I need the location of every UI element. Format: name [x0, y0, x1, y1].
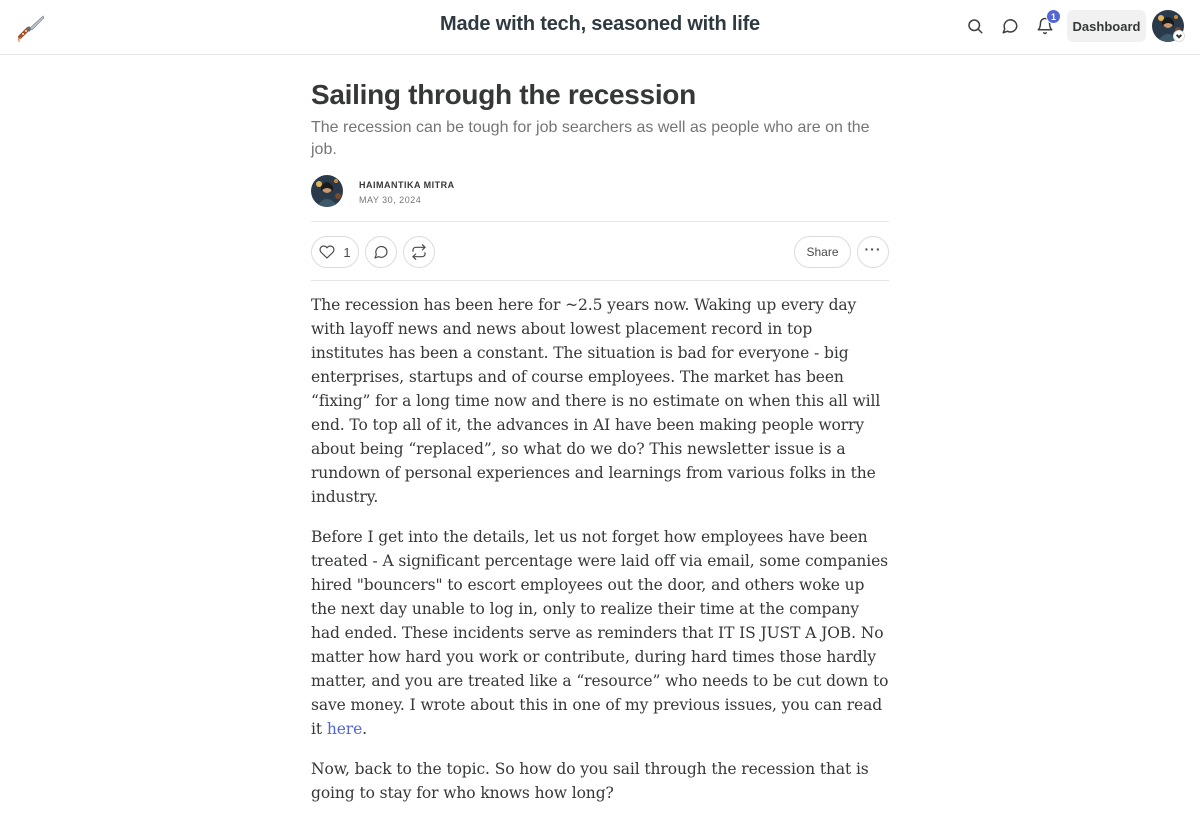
- top-bar: [0, 0, 1200, 55]
- post-actions-bar: [311, 221, 889, 281]
- chat-bubble-icon[interactable]: [999, 15, 1021, 37]
- paragraph-2-text: Before I get into the details, let us not forget how employees have been treated - A significant percentage were laid off via email, some companies hired "bouncers" to escort employees out the door, and others woke up the next day unable to log in, only to realize their time at the company had ended. These incidents serve as reminders that IT IS JUST A JOB. No matter how hard you work or contribute, during hard times those hardly matter, and you are treated like a “resource” who needs to be cut down to save money. I wrote about this in one of my previous issues, you can read it: [311, 528, 889, 738]
- search-icon[interactable]: [964, 15, 986, 37]
- share-button[interactable]: Share: [794, 236, 851, 268]
- chevron-down-icon[interactable]: [1173, 30, 1185, 42]
- more-options-button[interactable]: [857, 236, 889, 268]
- here-link[interactable]: here: [326, 720, 363, 738]
- like-button[interactable]: [311, 236, 359, 268]
- publication-title[interactable]: Made with tech, seasoned with life: [440, 13, 760, 35]
- paragraph-3: Now, back to the topic. So how do you sail through the recession that is going to stay for who knows how long?: [311, 760, 869, 802]
- restack-button[interactable]: [403, 236, 435, 268]
- post-subtitle: The recession can be tough for job searchers as well as people who are on the job.: [311, 119, 870, 158]
- ellipsis-icon: ···: [864, 241, 882, 257]
- author-avatar[interactable]: [311, 175, 343, 207]
- comment-icon: [373, 244, 389, 260]
- post-body: [311, 293, 889, 805]
- post-date: MAY 30, 2024: [359, 195, 422, 205]
- heart-icon: [319, 244, 335, 260]
- author-name[interactable]: HAIMANTIKA MITRA: [359, 180, 455, 190]
- comment-button[interactable]: [365, 236, 397, 268]
- article: [311, 55, 889, 821]
- byline: [311, 175, 889, 209]
- paragraph-1: The recession has been here for ~2.5 years now. Waking up every day with layoff news and news about lowest placement record in top institutes has been a constant. The situation is bad for everyone - big enterprises, startups and of course employees. The market has been “fixing” for a long time now and there is no estimate on when this all will end. To top all of it, the advances in AI have been making people worry about being “replaced”, so what do we do? This newsletter issue is a rundown of personal experiences and learnings from various folks in the industry.: [311, 296, 881, 506]
- notification-badge[interactable]: 1: [1046, 9, 1061, 24]
- like-count: 1: [343, 244, 351, 260]
- paragraph-2-end: .: [362, 720, 367, 738]
- post-title: Sailing through the recession: [311, 79, 696, 110]
- dashboard-button[interactable]: Dashboard: [1067, 10, 1146, 42]
- restack-icon: [411, 244, 427, 260]
- paragraph-2: [311, 525, 889, 741]
